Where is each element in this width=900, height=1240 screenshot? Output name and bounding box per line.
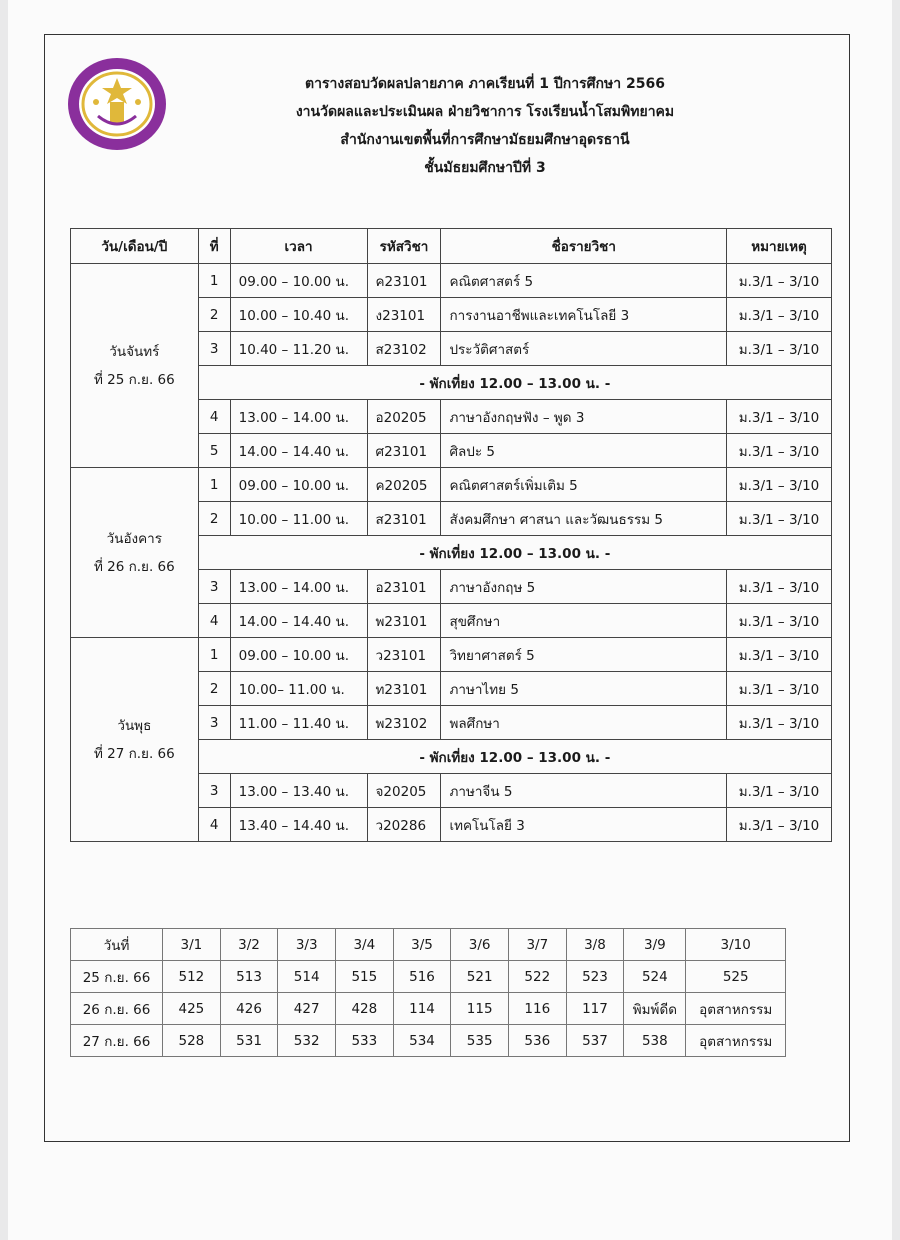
room-row <box>71 993 786 1025</box>
day-cell <box>71 468 199 638</box>
cell-note: ม.3/1 – 3/10 <box>727 808 832 842</box>
exam-room-table <box>70 928 786 1057</box>
cell-time: 13.00 – 13.40 น. <box>230 774 367 808</box>
room-number-cell: 114 <box>393 993 451 1025</box>
cell-note: ม.3/1 – 3/10 <box>727 570 832 604</box>
room-col-header: วันที่ <box>71 929 163 961</box>
cell-no: 3 <box>198 706 230 740</box>
cell-subject: ศิลปะ 5 <box>441 434 727 468</box>
cell-no: 2 <box>198 502 230 536</box>
cell-subject: สังคมศึกษา ศาสนา และวัฒนธรรม 5 <box>441 502 727 536</box>
cell-no: 4 <box>198 400 230 434</box>
table-row <box>71 468 832 502</box>
day-date: ที่ 27 ก.ย. 66 <box>93 745 175 762</box>
cell-note: ม.3/1 – 3/10 <box>727 332 832 366</box>
cell-time: 11.00 – 11.40 น. <box>230 706 367 740</box>
cell-code: พ23102 <box>367 706 441 740</box>
cell-no: 2 <box>198 298 230 332</box>
cell-time: 13.40 – 14.40 น. <box>230 808 367 842</box>
document-header <box>190 70 780 182</box>
col-header-date: วัน/เดือน/ปี <box>71 229 199 264</box>
day-name: วันจันทร์ <box>109 343 160 360</box>
table-row <box>71 264 832 298</box>
cell-note: ม.3/1 – 3/10 <box>727 298 832 332</box>
room-number-cell: 524 <box>624 961 686 993</box>
cell-no: 5 <box>198 434 230 468</box>
cell-time: 10.00 – 10.40 น. <box>230 298 367 332</box>
room-row <box>71 1025 786 1057</box>
day-name: วันพุธ <box>117 717 152 734</box>
room-number-cell: 521 <box>451 961 509 993</box>
room-date-cell: 25 ก.ย. 66 <box>71 961 163 993</box>
cell-no: 1 <box>198 638 230 672</box>
cell-code: ท23101 <box>367 672 441 706</box>
room-col-header: 3/1 <box>163 929 221 961</box>
cell-note: ม.3/1 – 3/10 <box>727 604 832 638</box>
cell-subject: เทคโนโลยี 3 <box>441 808 727 842</box>
col-header-time: เวลา <box>230 229 367 264</box>
room-number-cell: อุตสาหกรรม <box>686 1025 786 1057</box>
room-number-cell: 427 <box>278 993 336 1025</box>
room-header-row <box>71 929 786 961</box>
day-date: ที่ 25 ก.ย. 66 <box>93 371 175 388</box>
cell-code: ค23101 <box>367 264 441 298</box>
room-number-cell: 525 <box>686 961 786 993</box>
lunch-break: - พักเที่ยง 12.00 – 13.00 น. - <box>198 366 831 400</box>
cell-no: 2 <box>198 672 230 706</box>
cell-note: ม.3/1 – 3/10 <box>727 774 832 808</box>
lunch-break: - พักเที่ยง 12.00 – 13.00 น. - <box>198 536 831 570</box>
header-office: สำนักงานเขตพื้นที่การศึกษามัธยมศึกษาอุดรธานี <box>340 132 630 148</box>
room-number-cell: 513 <box>220 961 278 993</box>
room-number-cell: 515 <box>336 961 394 993</box>
cell-time: 10.40 – 11.20 น. <box>230 332 367 366</box>
cell-subject: ประวัติศาสตร์ <box>441 332 727 366</box>
day-cell <box>71 264 199 468</box>
cell-code: ศ23101 <box>367 434 441 468</box>
cell-no: 3 <box>198 332 230 366</box>
table-row <box>71 638 832 672</box>
cell-code: พ23101 <box>367 604 441 638</box>
room-number-cell: 537 <box>566 1025 624 1057</box>
room-number-cell: 538 <box>624 1025 686 1057</box>
cell-code: อ23101 <box>367 570 441 604</box>
room-number-cell: 532 <box>278 1025 336 1057</box>
day-name: วันอังคาร <box>106 530 163 547</box>
header-grade: ชั้นมัธยมศึกษาปีที่ 3 <box>424 160 546 176</box>
cell-subject: คณิตศาสตร์เพิ่มเติม 5 <box>441 468 727 502</box>
cell-subject: วิทยาศาสตร์ 5 <box>441 638 727 672</box>
cell-time: 09.00 – 10.00 น. <box>230 468 367 502</box>
room-row <box>71 961 786 993</box>
room-number-cell: 516 <box>393 961 451 993</box>
cell-code: ค20205 <box>367 468 441 502</box>
col-header-subject: ชื่อรายวิชา <box>441 229 727 264</box>
cell-no: 4 <box>198 808 230 842</box>
room-col-header: 3/2 <box>220 929 278 961</box>
cell-time: 10.00 – 11.00 น. <box>230 502 367 536</box>
cell-no: 1 <box>198 468 230 502</box>
exam-schedule-table <box>70 228 832 842</box>
cell-subject: คณิตศาสตร์ 5 <box>441 264 727 298</box>
cell-note: ม.3/1 – 3/10 <box>727 502 832 536</box>
cell-subject: สุขศึกษา <box>441 604 727 638</box>
room-date-cell: 26 ก.ย. 66 <box>71 993 163 1025</box>
room-number-cell: 533 <box>336 1025 394 1057</box>
room-number-cell: 528 <box>163 1025 221 1057</box>
cell-code: ว20286 <box>367 808 441 842</box>
cell-note: ม.3/1 – 3/10 <box>727 706 832 740</box>
header-department: งานวัดผลและประเมินผล ฝ่ายวิชาการ โรงเรียนน้ำโสมพิทยาคม <box>295 104 675 120</box>
cell-subject: การงานอาชีพและเทคโนโลยี 3 <box>441 298 727 332</box>
room-number-cell: 426 <box>220 993 278 1025</box>
cell-note: ม.3/1 – 3/10 <box>727 264 832 298</box>
cell-note: ม.3/1 – 3/10 <box>727 468 832 502</box>
room-number-cell: 531 <box>220 1025 278 1057</box>
cell-note: ม.3/1 – 3/10 <box>727 434 832 468</box>
cell-code: อ20205 <box>367 400 441 434</box>
cell-subject: ภาษาอังกฤษฟัง – พูด 3 <box>441 400 727 434</box>
room-col-header: 3/7 <box>508 929 566 961</box>
day-date: ที่ 26 ก.ย. 66 <box>93 558 175 575</box>
cell-time: 09.00 – 10.00 น. <box>230 638 367 672</box>
room-col-header: 3/6 <box>451 929 509 961</box>
room-number-cell: 512 <box>163 961 221 993</box>
room-number-cell: 535 <box>451 1025 509 1057</box>
cell-code: ง23101 <box>367 298 441 332</box>
room-number-cell: 514 <box>278 961 336 993</box>
schedule-header-row <box>71 229 832 264</box>
cell-time: 14.00 – 14.40 น. <box>230 434 367 468</box>
cell-code: จ20205 <box>367 774 441 808</box>
cell-note: ม.3/1 – 3/10 <box>727 672 832 706</box>
cell-no: 1 <box>198 264 230 298</box>
cell-no: 4 <box>198 604 230 638</box>
cell-note: ม.3/1 – 3/10 <box>727 400 832 434</box>
cell-subject: ภาษาอังกฤษ 5 <box>441 570 727 604</box>
cell-code: ส23102 <box>367 332 441 366</box>
room-number-cell: 522 <box>508 961 566 993</box>
room-col-header: 3/3 <box>278 929 336 961</box>
cell-time: 10.00– 11.00 น. <box>230 672 367 706</box>
col-header-no: ที่ <box>198 229 230 264</box>
room-number-cell: 523 <box>566 961 624 993</box>
col-header-note: หมายเหตุ <box>727 229 832 264</box>
cell-subject: ภาษาจีน 5 <box>441 774 727 808</box>
room-number-cell: 117 <box>566 993 624 1025</box>
cell-time: 13.00 – 14.00 น. <box>230 400 367 434</box>
school-logo-icon <box>66 56 168 152</box>
cell-no: 3 <box>198 570 230 604</box>
cell-subject: พลศึกษา <box>441 706 727 740</box>
day-cell <box>71 638 199 842</box>
room-number-cell: 115 <box>451 993 509 1025</box>
room-number-cell: 428 <box>336 993 394 1025</box>
cell-subject: ภาษาไทย 5 <box>441 672 727 706</box>
cell-time: 09.00 – 10.00 น. <box>230 264 367 298</box>
room-col-header: 3/4 <box>336 929 394 961</box>
room-col-header: 3/8 <box>566 929 624 961</box>
lunch-break: - พักเที่ยง 12.00 – 13.00 น. - <box>198 740 831 774</box>
col-header-code: รหัสวิชา <box>367 229 441 264</box>
cell-no: 3 <box>198 774 230 808</box>
cell-time: 13.00 – 14.00 น. <box>230 570 367 604</box>
room-number-cell: 534 <box>393 1025 451 1057</box>
room-col-header: 3/10 <box>686 929 786 961</box>
cell-code: ส23101 <box>367 502 441 536</box>
room-col-header: 3/5 <box>393 929 451 961</box>
room-number-cell: 536 <box>508 1025 566 1057</box>
room-number-cell: พิมพ์ดีด <box>624 993 686 1025</box>
room-date-cell: 27 ก.ย. 66 <box>71 1025 163 1057</box>
cell-time: 14.00 – 14.40 น. <box>230 604 367 638</box>
cell-code: ว23101 <box>367 638 441 672</box>
header-title: ตารางสอบวัดผลปลายภาค ภาคเรียนที่ 1 ปีการศึกษา 2566 <box>305 76 665 92</box>
cell-note: ม.3/1 – 3/10 <box>727 638 832 672</box>
room-col-header: 3/9 <box>624 929 686 961</box>
room-number-cell: 116 <box>508 993 566 1025</box>
room-number-cell: 425 <box>163 993 221 1025</box>
room-number-cell: อุตสาหกรรม <box>686 993 786 1025</box>
